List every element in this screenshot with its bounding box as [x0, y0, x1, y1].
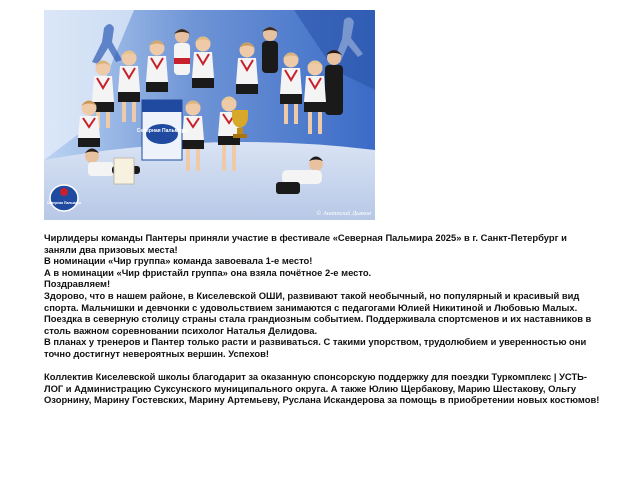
paragraph-spacer — [44, 360, 600, 372]
festival-banner — [137, 100, 188, 160]
article-paragraph: А в номинации «Чир фристайл группа» она взяла почётное 2-е место. — [44, 266, 372, 278]
article-paragraph: Чирлидеры команды Пантеры приняли участие в фестивале «Северная Пальмира 2025» в г. Санкт-Петербург и заняли два призовых места! — [44, 232, 567, 255]
article-text — [44, 232, 600, 406]
team-photo — [44, 10, 375, 220]
photo-watermark: © Анатолий Дьяков — [316, 210, 371, 217]
team-photo-illustration — [44, 10, 375, 220]
person — [262, 27, 278, 73]
person — [325, 50, 343, 115]
thanks-paragraph: Коллектив Киселевской школы благодарит за оказанную спонсорскую поддержку для поездки Туркомплекс | УСТЬ-ЛОГ и Администрацию Суксунского муниципального округа. А также Юлию Щербакову, Марию Шестакову, Ольгу Озорнину, Марину Гостевских, Марину Артемьеву, Руслана Искандерова за помощь в приобретении новых костюмов! — [44, 371, 600, 406]
article-paragraph: В номинации «Чир группа» команда завоевала 1-е место! — [44, 255, 313, 267]
article-paragraph: Поездка в северную столицу страны стала грандиозным событием. Поддерживала спортсменов и их наставников в столь важном соревновании психолог Наталья Делидова. — [44, 313, 592, 336]
article-paragraph: Поздравляем! — [44, 278, 111, 290]
logo-text: Северная Пальмира — [46, 201, 82, 205]
article-paragraph: Здорово, что в нашем районе, в Киселевской ОШИ, развивают такой необычный, но популярный и красивый вид спорта. Мальчишки и девчонки с удовольствием занимаются с педагогами Юлией Никитиной и Любовью Малых. — [44, 289, 580, 313]
banner-text: Северная Пальмира — [136, 128, 188, 134]
person — [174, 29, 190, 75]
article-paragraph: В планах у тренеров и Пантер только расти и развиваться. С такими упорством, трудолюбием и уверенностью они точно достигнут невероятных вершин. Успехов! — [44, 336, 587, 359]
diploma — [114, 158, 134, 184]
